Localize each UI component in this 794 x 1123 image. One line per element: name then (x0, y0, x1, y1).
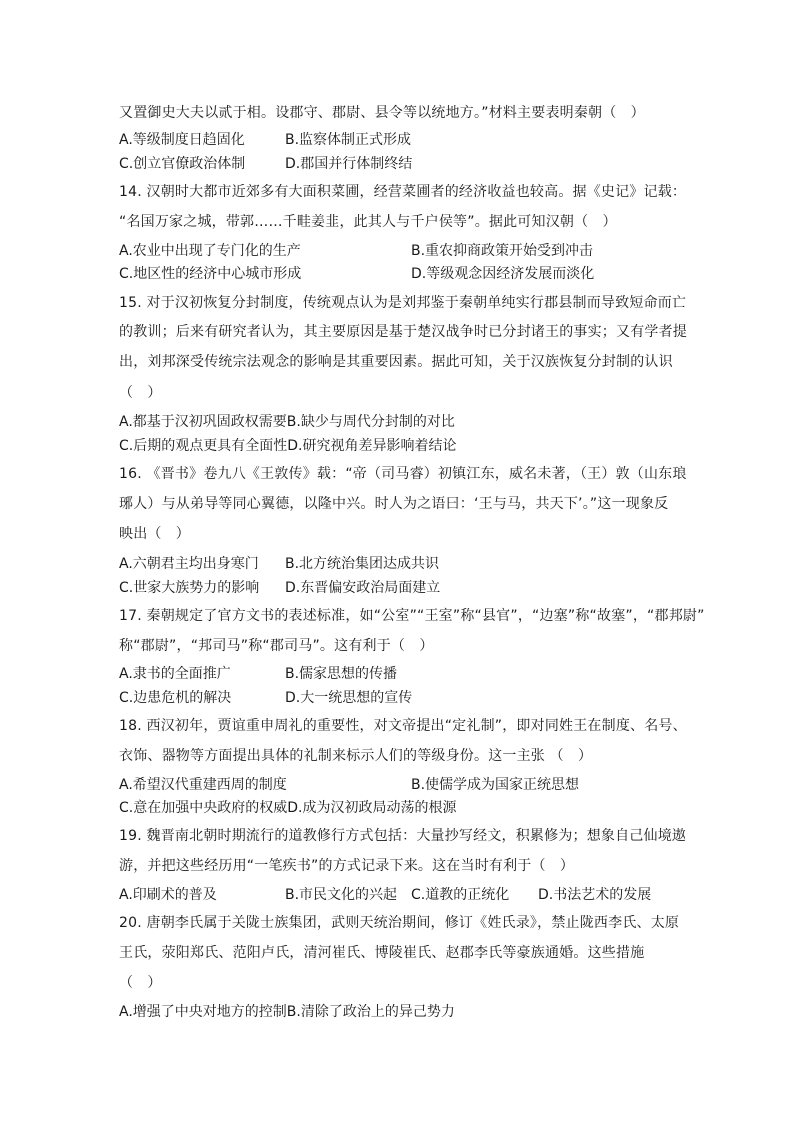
question-15-line-4: （ ） (119, 385, 162, 401)
q19-option-c: C.道教的正统化 (411, 887, 510, 903)
question-15-line-1: 15. 对于汉初恢复分封制度，传统观点认为是刘邦鉴于秦朝单纯实行郡县制而导致短命而亡 (119, 295, 687, 311)
question-19-line-2: 游，并把这些经历用“一笔疾书”的方式记录下来。这在当时有利于（ ） (119, 858, 575, 874)
question-20-line-3: （ ） (119, 975, 162, 991)
q13-option-b: B.监察体制正式形成 (285, 132, 412, 148)
q15-option-ab: A.都基于汉初巩固政权需要B.缺少与周代分封制的对比 (119, 414, 455, 430)
q18-option-a: A.希望汉代重建西周的制度 (119, 777, 287, 793)
q16-option-b: B.北方统治集团达成共识 (285, 556, 440, 572)
question-16-line-2: 琊人）与从弟导等同心翼德，以隆中兴。时人为之语曰：‘王与马，共天下’。”这一现象反 (119, 496, 669, 512)
question-18-line-2: 衣饰、器物等方面提出具体的礼制来标示人们的等级身份。这一主张 （ ） (119, 748, 593, 764)
q13-option-c: C.创立官僚政治体制 (119, 156, 246, 172)
q19-option-d: D.书法艺术的发展 (538, 887, 652, 903)
q14-option-c: C.地区性的经济中心城市形成 (119, 266, 302, 282)
question-18-line-1: 18. 西汉初年，贾谊重申周礼的重要性，对文帝提出“定礼制”，即对同姓王在制度、名号、 (119, 718, 687, 734)
q14-option-a: A.农业中出现了专门化的生产 (119, 243, 301, 259)
q19-option-a: A.印刷术的普及 (119, 887, 217, 903)
question-14-line-2: “名国万家之城，带郭……千畦姜韭，此其人与千户侯等”。据此可知汉朝（ ） (119, 214, 617, 230)
question-20-line-1: 20. 唐朝李氏属于关陇士族集团，武则天统治期间，修订《姓氏录》，禁止陇西李氏、太原 (119, 915, 680, 931)
question-16-line-3: 映出（ ） (119, 526, 190, 542)
q17-option-c: C.边患危机的解决 (119, 690, 232, 706)
q14-option-d: D.等级观念因经济发展而淡化 (411, 266, 595, 282)
question-15-line-3: 出，刘邦深受传统宗法观念的影响是其重要因素。据此可知，关于汉族恢复分封制的认识 (119, 354, 673, 370)
question-17-line-1: 17. 秦朝规定了官方文书的表述标准，如“公室”“王室”称“县官”，“边塞”称“故塞”，“郡邦尉” (119, 608, 705, 624)
question-19-line-1: 19. 魏晋南北朝时期流行的道教修行方式包括：大量抄写经文，积累修为；想象自己仙境遨 (119, 828, 687, 844)
q16-option-a: A.六朝君主均出身寒门 (119, 556, 259, 572)
question-20-line-2: 王氏，荥阳郑氏、范阳卢氏，清河崔氏、博陵崔氏、赵郡李氏等豪族通婚。这些措施 (119, 945, 645, 961)
question-15-line-2: 的教训；后来有研究者认为，其主要原因是基于楚汉战争时已分封诸王的事实；又有学者提 (119, 324, 687, 340)
q15-option-cd: C.后期的观点更具有全面性D.研究视角差异影响着结论 (119, 438, 457, 454)
q16-option-d: D.东晋偏安政治局面建立 (285, 580, 441, 596)
q17-option-a: A.隶书的全面推广 (119, 666, 231, 682)
q13-option-d: D.郡国并行体制终结 (285, 156, 413, 172)
q19-option-b: B.市民文化的兴起 (285, 887, 398, 903)
question-17-line-2: 称“郡尉”，“邦司马”称“郡司马”。这有利于（ ） (119, 638, 434, 654)
q20-option-ab: A.增强了中央对地方的控制B.清除了政治上的异己势力 (119, 1004, 455, 1020)
q17-option-b: B.儒家思想的传播 (285, 666, 398, 682)
q17-option-d: D.大一统思想的宣传 (285, 690, 413, 706)
question-13-tail: 又置御史大夫以贰于相。设郡守、郡尉、县令等以统地方。”材料主要表明秦朝（ ） (119, 105, 645, 121)
q18-option-b: B.使儒学成为国家正统思想 (411, 777, 580, 793)
question-16-line-1: 16. 《晋书》卷九八《王敦传》载：“帝（司马睿）初镇江东，威名未著，（王）敦（山东琅 (119, 466, 687, 482)
q16-option-c: C.世家大族势力的影响 (119, 580, 260, 596)
q13-option-a: A.等级制度日趋固化 (119, 132, 245, 148)
q14-option-b: B.重农抑商政策开始受到冲击 (411, 243, 594, 259)
question-14-line-1: 14. 汉朝时大都市近郊多有大面积菜圃，经营菜圃者的经济收益也较高。据《史记》记载： (119, 184, 687, 200)
q18-option-cd: C.意在加强中央政府的权威D.成为汉初政局动荡的根源 (119, 800, 457, 816)
